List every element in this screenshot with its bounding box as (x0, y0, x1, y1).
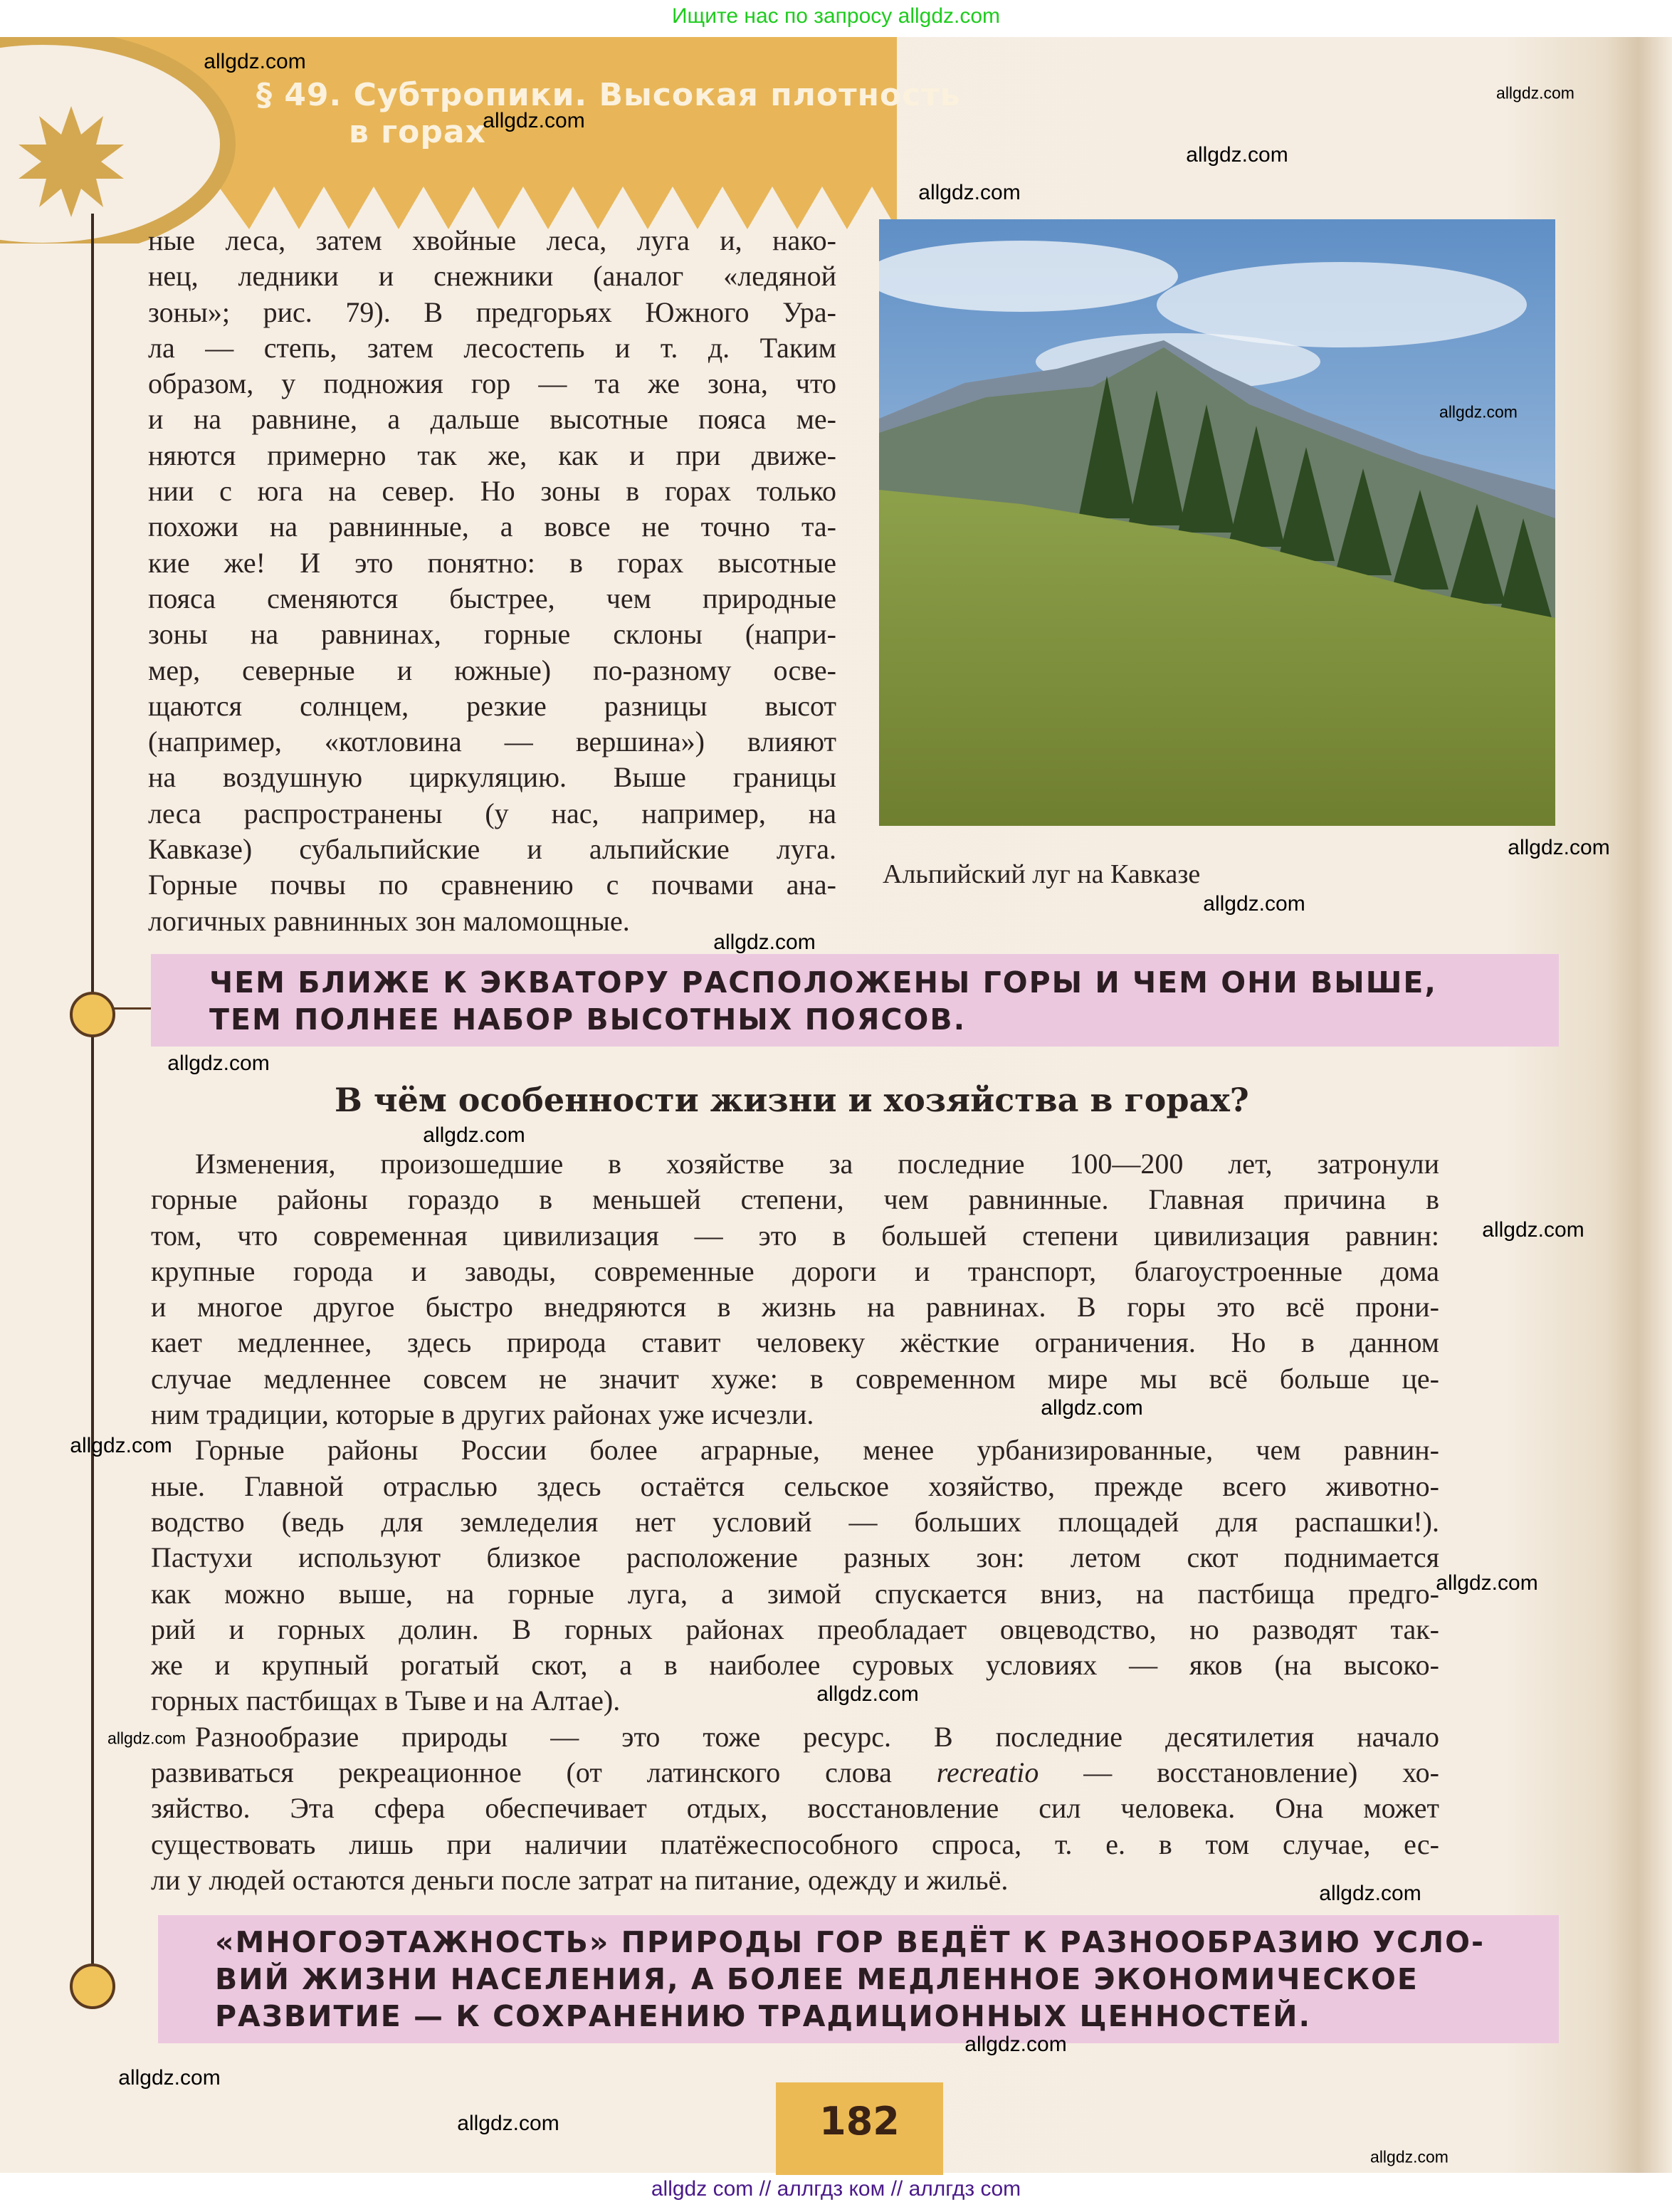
callout-line: ТЕМ ПОЛНЕЕ НАБОР ВЫСОТНЫХ ПОЯСОВ. (209, 1002, 967, 1037)
text-line: крупные города и заводы, современные дороги и транспорт, благоустроенные дома (151, 1254, 1439, 1287)
text-line: Изменения, произошедшие в хозяйстве за последние 100—200 лет, затронули (195, 1148, 1439, 1180)
watermark: allgdz.com (1319, 1882, 1421, 1905)
text-line: кие же! И это понятно: в горах высотные (148, 546, 836, 579)
text-line: щаются солнцем, резкие разницы высот (148, 689, 836, 722)
section-heading: В чём особенности жизни и хозяйства в горах? (335, 1081, 1249, 1119)
callout-line: ВИЙ ЖИЗНИ НАСЕЛЕНИЯ, А БОЛЕЕ МЕДЛЕННОЕ ЭКОНОМИЧЕСКОЕ (215, 1962, 1419, 1996)
watermark: allgdz.com (167, 1052, 270, 1075)
text-line: ные. Главной отраслью здесь остаётся сельское хозяйство, прежде всего животно- (151, 1469, 1439, 1502)
timeline-rule (91, 214, 94, 1986)
text-line: нии с юга на север. Но зоны в горах только (148, 475, 836, 508)
text-line: зоны»; рис. 79). В предгорьях Южного Ура- (148, 295, 836, 328)
text-line: няются примерно так же, как и при движе- (148, 439, 836, 471)
text-line: пояса сменяются быстрее, чем природные (148, 582, 836, 614)
watermark: allgdz.com (713, 931, 816, 954)
top-banner: Ищите нас по запросу allgdz.com (671, 4, 1001, 28)
page-number: 182 (776, 2082, 943, 2175)
photo-caption: Альпийский луг на Кавказе (883, 859, 1201, 889)
text-line: на воздушную циркуляцию. Выше границы (148, 761, 836, 794)
watermark: allgdz.com (457, 2112, 559, 2135)
watermark: allgdz.com (964, 2033, 1067, 2056)
text-line: образом, у подножия гор — та же зона, что (148, 367, 836, 400)
bullet-dot-icon (70, 992, 115, 1037)
text-line: зоны на равнинах, горные склоны (напри- (148, 618, 836, 651)
text-segment: — восстановление) хо- (1039, 1756, 1439, 1789)
text-line: и на равнине, а дальше высотные пояса ме- (148, 403, 836, 436)
text-line: существовать лишь при наличии платёжеспособного спроса, т. е. в том случае, ес- (151, 1828, 1439, 1860)
text-line: Горные почвы по сравнению с почвами ана- (148, 869, 836, 901)
callout-box-2 (158, 1915, 1559, 2043)
watermark: allgdz.com (483, 109, 585, 132)
alpine-meadow-photo (879, 219, 1555, 826)
watermark: allgdz.com (1041, 1396, 1143, 1420)
callout-box-1 (151, 954, 1559, 1047)
watermark: allgdz.com (918, 181, 1021, 204)
callout-connector (114, 1007, 157, 1010)
watermark: allgdz.com (1436, 1571, 1538, 1595)
text-line: Горные районы России более аграрные, менее урбанизированные, чем равнин- (195, 1434, 1439, 1467)
text-line: похожи на равнинные, а вовсе не точно та- (148, 510, 836, 543)
text-line: ла — степь, затем лесостепь и т. д. Таким (148, 331, 836, 364)
watermark: allgdz.com (118, 2066, 221, 2090)
text-line: как можно выше, на горные луга, а зимой спускается вниз, на пастбища предго- (151, 1577, 1439, 1610)
text-line: (например, «котловина — вершина») влияют (148, 725, 836, 758)
watermark: allgdz.com (70, 1434, 172, 1457)
watermark: allgdz.com (204, 50, 306, 73)
watermark: allgdz.com (1439, 402, 1518, 421)
watermark: allgdz.com (1203, 892, 1305, 916)
text-line: горных пастбищах в Тыве и на Алтае). (151, 1684, 621, 1717)
watermark: allgdz.com (423, 1123, 525, 1147)
section-title (256, 77, 961, 151)
text-line: рий и горных долин. В горных районах преобладает овцеводство, но разводят так- (151, 1613, 1439, 1645)
watermark: allgdz.com (107, 1729, 186, 1748)
watermark: allgdz.com (1482, 1218, 1584, 1242)
text-line: ли у людей остаются деньги после затрат на питание, одежду и жильё. (151, 1863, 1009, 1896)
section-title-line1: § 49. Субтропики. Высокая плотность (256, 77, 961, 113)
watermark: allgdz.com (1508, 836, 1610, 859)
text-segment: развиваться рекреационное (от латинского слова (151, 1756, 937, 1789)
text-line (151, 1755, 1439, 1791)
bullet-dot-icon (70, 1964, 115, 2009)
watermark: allgdz.com (1186, 143, 1288, 167)
text-line: мер, северные и южные) по-разному осве- (148, 654, 836, 686)
text-line: Разнообразие природы — это тоже ресурс. В последние десятилетия начало (195, 1720, 1439, 1753)
text-segment: recreatio (936, 1756, 1039, 1789)
text-line: леса распространены (у нас, например, на (148, 797, 836, 829)
callout-line: «МНОГОЭТАЖНОСТЬ» ПРИРОДЫ ГОР ВЕДЁТ К РАЗНООБРАЗИЮ УСЛО- (215, 1925, 1486, 1959)
callout-line: ЧЕМ БЛИЖЕ К ЭКВАТОРУ РАСПОЛОЖЕНЫ ГОРЫ И ЧЕМ ОНИ ВЫШЕ, (209, 965, 1437, 1000)
text-line: же и крупный рогатый скот, а в наиболее суровых условиях — яков (на высоко- (151, 1649, 1439, 1682)
body-text (151, 1146, 1439, 1898)
text-line: водство (ведь для земледелия нет условий — больших площадей для распашки!). (151, 1505, 1439, 1538)
text-line: случае медленнее совсем не значит хуже: в современном мире мы всё больше це- (151, 1362, 1439, 1395)
text-line: логичных равнинных зон маломощные. (148, 904, 630, 937)
text-line: зяйство. Эта сфера обеспечивает отдых, восстановление сил человека. Она может (151, 1792, 1439, 1825)
watermark: allgdz.com (816, 1682, 919, 1706)
text-line: Пастухи используют близкое расположение разных зон: летом скот поднимается (151, 1541, 1439, 1574)
text-line: нец, ледники и снежники (аналог «ледяной (148, 260, 836, 293)
footer-watermark: allgdz com // аллгдз ком // аллгдз com (651, 2177, 1021, 2201)
callout-line: РАЗВИТИЕ — К СОХРАНЕНИЮ ТРАДИЦИОННЫХ ЦЕННОСТЕЙ. (215, 1999, 1312, 2033)
watermark: allgdz.com (1496, 83, 1574, 103)
text-line: Кавказе) субальпийские и альпийские луга. (148, 833, 836, 866)
section-title-line2: в горах (349, 114, 486, 150)
left-column-text (148, 223, 836, 939)
text-line: горные районы гораздо в меньшей степени, чем равнинные. Главная причина в (151, 1183, 1439, 1216)
text-line: и многое другое быстро внедряются в жизнь на равнинах. В горы это всё прони- (151, 1291, 1439, 1323)
watermark: allgdz.com (1370, 2147, 1448, 2166)
text-line: ные леса, затем хвойные леса, луга и, нако- (148, 224, 836, 256)
text-line: ним традиции, которые в других районах уже исчезли. (151, 1398, 814, 1431)
text-line: кает медленнее, здесь природа ставит человеку жёсткие ограничения. Но в данном (151, 1326, 1439, 1359)
text-line: том, что современная цивилизация — это в большей степени цивилизация равнин: (151, 1219, 1439, 1252)
